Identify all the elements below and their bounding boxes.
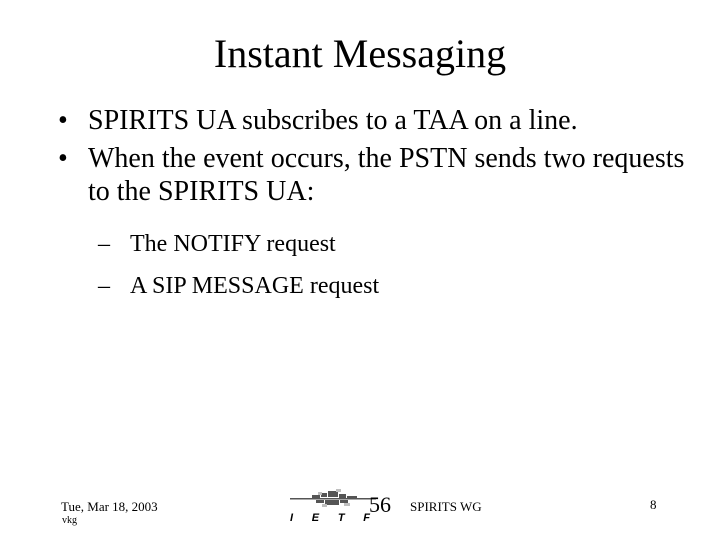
sub-bullet-text: A SIP MESSAGE request: [130, 273, 380, 299]
bullet-item: [58, 142, 698, 208]
footer-group: SPIRITS WG: [410, 499, 482, 514]
sub-bullet-text: The NOTIFY request: [130, 231, 336, 257]
footer-user: vkg: [62, 515, 77, 526]
logo-letter: E: [311, 512, 320, 524]
sub-bullet-item: [98, 230, 678, 258]
bullet-list: [58, 104, 698, 213]
bullet-text: SPIRITS UA subscribes to a TAA on a line.: [88, 105, 578, 136]
bullet-glyph: •: [58, 105, 68, 136]
bullet-item: [58, 104, 698, 137]
ietf-logo-letters: [290, 512, 370, 524]
slide-title: Instant Messaging: [213, 31, 507, 76]
logo-letter: F: [363, 512, 370, 524]
ietf-logo-icon: [288, 487, 378, 533]
bullet-text: When the event occurs, the PSTN sends two requests to the SPIRITS UA:: [88, 143, 685, 207]
footer-page-number: 56: [369, 492, 391, 517]
footer-slide-number: 8: [650, 497, 657, 512]
logo-letter: T: [337, 512, 345, 524]
sub-bullet-list: [98, 230, 678, 314]
sub-bullet-dash: –: [98, 273, 110, 299]
sub-bullet-item: [98, 272, 678, 300]
bullet-glyph: •: [58, 143, 68, 174]
footer-date: Tue, Mar 18, 2003: [61, 499, 158, 514]
sub-bullet-dash: –: [98, 231, 110, 257]
logo-letter: I: [290, 512, 294, 524]
